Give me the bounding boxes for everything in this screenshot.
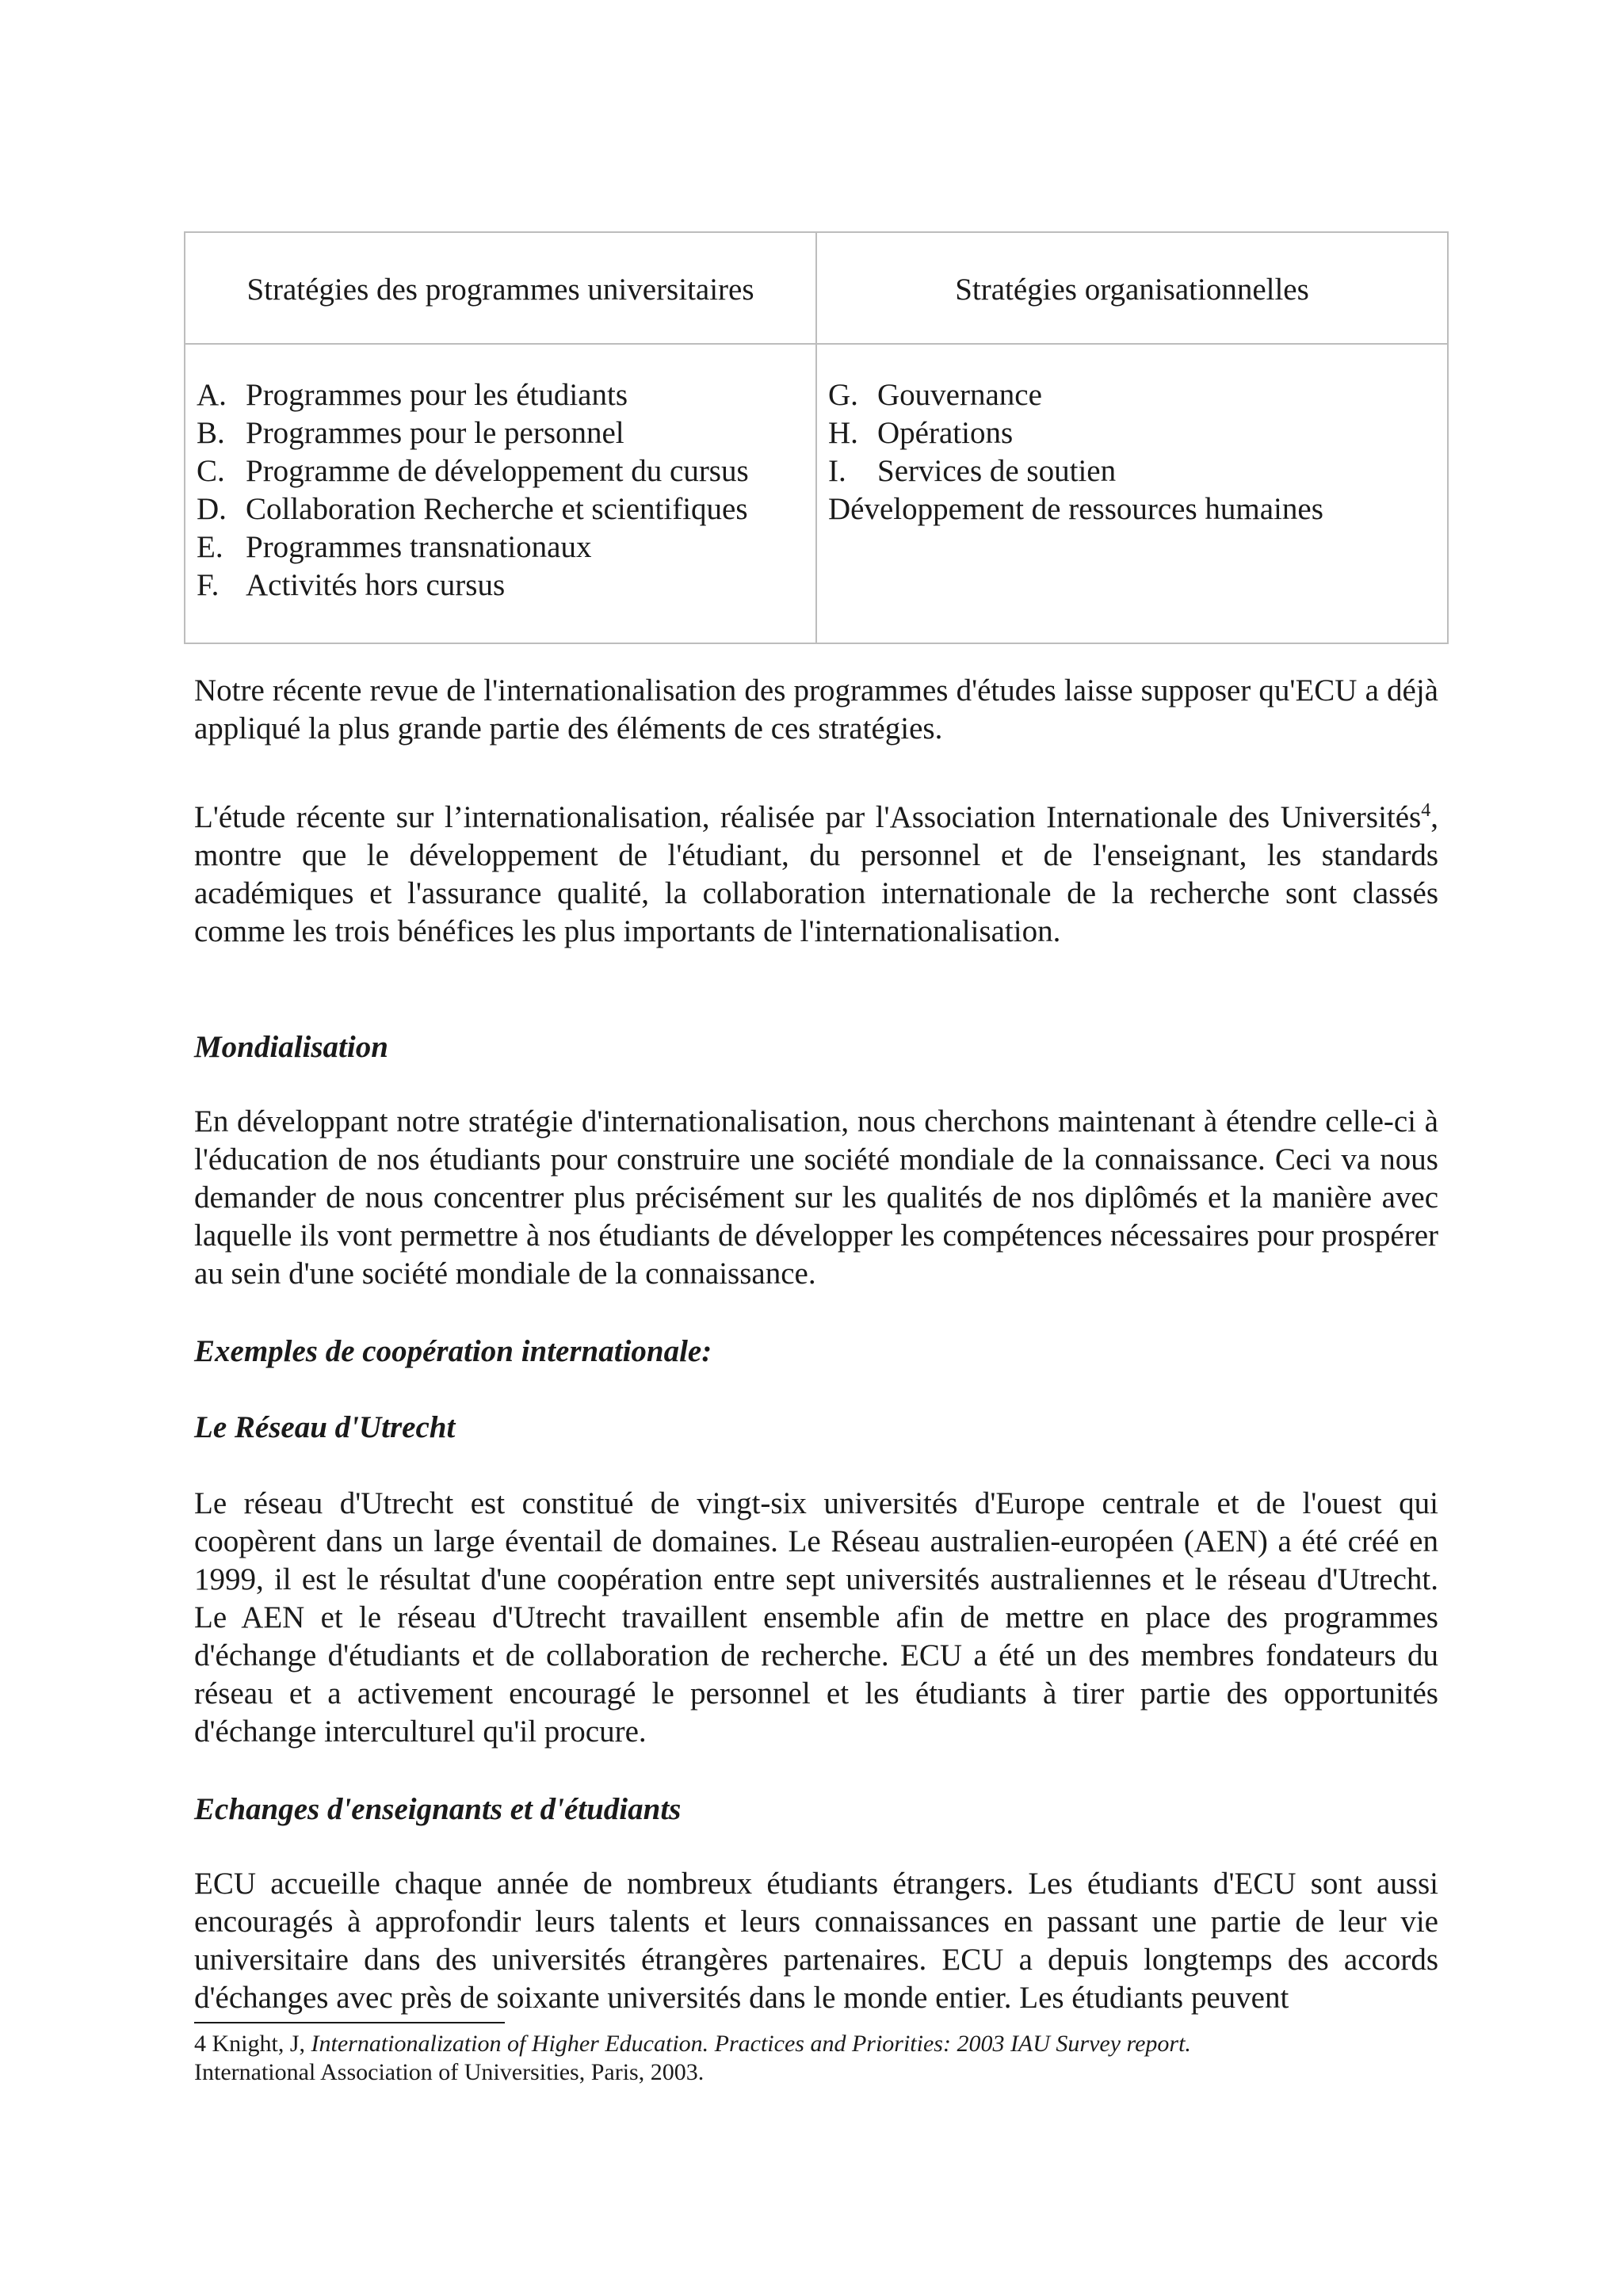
heading-echanges: Echanges d'enseignants et d'étudiants (194, 1792, 682, 1826)
organisational-strategies-list (816, 344, 1448, 643)
footnote-title: Internationalization of Higher Education. Practices and Priorities: 2003 IAU Survey report. (311, 2031, 1191, 2057)
list-item: Développement de ressources humaines (828, 492, 1323, 526)
paragraph-echanges: ECU accueille chaque année de nombreux étudiants étrangers. Les étudiants d'ECU sont aussi encouragés à approfondir leurs talents et leurs connaissances en passant une partie de leur vie universitaire dans des universités étrangères partenaires. ECU a depuis longtemps des accords d'échanges avec près de soixante universités dans le monde entier. Les étudiants peuvent (194, 1867, 1438, 2015)
list-item: I. Services de soutien (828, 454, 1117, 488)
header-organisational-strategies: Stratégies organisationnelles (816, 232, 1448, 344)
header-academic-strategies: Stratégies des programmes universitaires (185, 232, 816, 344)
paragraph-reseau-utrecht: Le réseau d'Utrecht est constitué de vingt-six universités d'Europe centrale et de l'ouest qui coopèrent dans un large éventail de domaines. Le Réseau australien-européen (AEN) a été créé en 1999, il est le résultat d'une coopération entre sept universités australiennes et le réseau d'Utrecht. Le AEN et le réseau d'Utrecht travaillent ensemble afin de mettre en place des programmes d'échange d'étudiants et de collaboration de recherche. ECU a été un des membres fondateurs du réseau et a activement encouragé le personnel et les étudiants à tirer partie des opportunités d'échange interculturel qu'il procure. (194, 1486, 1438, 1749)
paragraph-iau-study: L'étude récente sur l’internationalisation, réalisée par l'Association Internationale des Universités$^4$, montre que le développement de l'étudiant, du personnel et de l'enseignant, les standards académiques et l'assurance qualité, la collaboration internationale de la recherche sont classés comme les trois bénéfices les plus importants de l'internationalisation. (194, 800, 1438, 948)
list-item: C. Programme de développement du cursus (197, 454, 749, 488)
table-header-row (185, 232, 1448, 344)
list-item: H. Opérations (828, 416, 1014, 450)
paragraph-mondialisation: En développant notre stratégie d'internationalisation, nous cherchons maintenant à étendre celle-ci à l'éducation de nos étudiants pour construire une société mondiale de la connaissance. Ceci va nous demander de nous concentrer plus précisément sur les qualités de nos diplômés et la manière avec laquelle ils vont permettre à nos étudiants de développer les compétences nécessaires pour prospérer au sein d'une société mondiale de la connaissance. (194, 1104, 1438, 1291)
strategies-table (184, 231, 1449, 644)
table-body-row (185, 344, 1448, 643)
list-item: G. Gouvernance (828, 378, 1042, 412)
academic-strategies-list (185, 344, 816, 643)
heading-exemples-cooperation: Exemples de coopération internationale: (194, 1334, 712, 1368)
heading-reseau-utrecht: Le Réseau d'Utrecht (194, 1410, 456, 1444)
list-item: D. Collaboration Recherche et scientifiques (197, 492, 748, 526)
list-item: F. Activités hors cursus (197, 568, 506, 602)
footnote-reference[interactable]: 4 (1421, 800, 1431, 821)
heading-mondialisation: Mondialisation (194, 1030, 388, 1064)
list-item: A. Programmes pour les étudiants (197, 378, 628, 412)
list-item: E. Programmes transnationaux (197, 530, 592, 564)
footnote: 4 Knight, J, Internationalization of Higher Education. Practices and Priorities: 2003 IAU Survey report. International Association of Universities, Paris, 2003. (194, 2031, 1191, 2085)
paragraph-review: Notre récente revue de l'internationalisation des programmes d'études laisse supposer qu'ECU a déjà appliqué la plus grande partie des éléments de ces stratégies. (194, 673, 1438, 746)
list-item: B. Programmes pour le personnel (197, 416, 624, 450)
footnote-separator (194, 2022, 505, 2023)
